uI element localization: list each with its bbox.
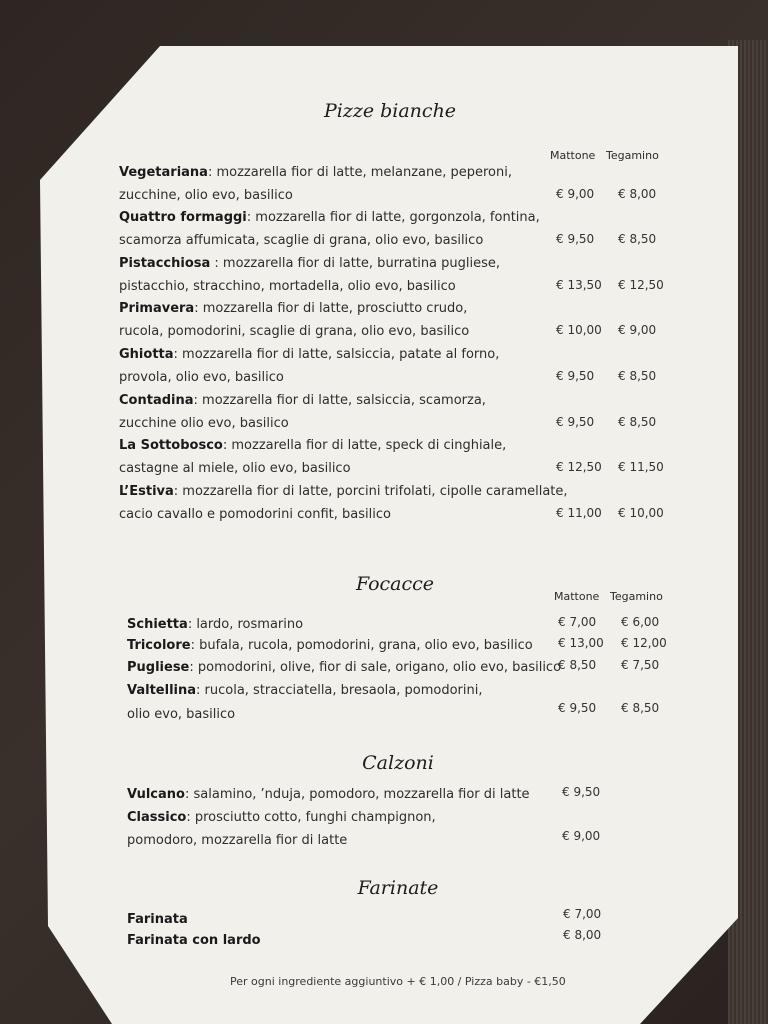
price-tegamino: € 8,50	[618, 232, 657, 246]
price-tegamino: € 7,50	[621, 658, 660, 672]
menu-item-desc: : prosciutto cotto, funghi champignon,	[186, 810, 436, 825]
menu-item-desc: : mozzarella fior di latte, prosciutto crudo,	[194, 301, 468, 316]
column-header-mattone: Mattone	[550, 149, 596, 162]
menu-item-name: Contadina	[119, 393, 194, 408]
menu-item-desc-line: pomodoro, mozzarella fior di latte	[127, 833, 348, 848]
menu-item-name: Valtellina	[127, 683, 197, 698]
column-header-mattone: Mattone	[554, 590, 600, 603]
price-tegamino: € 6,00	[621, 615, 660, 629]
price-mattone: € 9,50	[556, 369, 595, 383]
price-mattone: € 9,50	[556, 232, 595, 246]
section-title-pizze-bianche: Pizze bianche	[323, 100, 457, 122]
menu-item-line	[119, 434, 506, 457]
menu-item-desc: : pomodorini, olive, fior di sale, origano, olio evo, basilico	[189, 660, 562, 675]
price-mattone: € 13,00	[558, 636, 604, 650]
menu-item-line	[119, 343, 499, 366]
price-single: € 8,00	[563, 928, 602, 942]
menu-item-desc-line: castagne al miele, olio evo, basilico	[119, 461, 351, 476]
menu-item-desc: : lardo, rosmarino	[187, 617, 304, 632]
menu-item-desc: : mozzarella fior di latte, salsiccia, scamorza,	[193, 393, 486, 408]
price-tegamino: € 8,00	[618, 187, 657, 201]
price-tegamino: € 12,50	[618, 278, 664, 292]
menu-item-desc: : mozzarella fior di latte, gorgonzola, fontina,	[246, 210, 540, 225]
menu-item-name: Vegetariana	[119, 165, 208, 180]
price-mattone: € 9,00	[556, 187, 595, 201]
menu-item-line	[127, 656, 561, 679]
menu-item-desc-line: pistacchio, stracchino, mortadella, olio evo, basilico	[119, 279, 456, 294]
price-mattone: € 11,00	[556, 506, 602, 520]
price-tegamino: € 12,00	[621, 636, 667, 650]
menu-item-desc: : rucola, stracciatella, bresaola, pomodorini,	[196, 683, 483, 698]
menu-item-line	[127, 634, 533, 657]
menu-item-desc: : mozzarella fior di latte, burratina pugliese,	[210, 256, 501, 271]
price-mattone: € 9,50	[556, 415, 595, 429]
menu-item-desc-line: scamorza affumicata, scaglie di grana, olio evo, basilico	[119, 233, 484, 248]
menu-item-name: L’Estiva	[119, 484, 174, 499]
price-mattone: € 7,00	[558, 615, 597, 629]
menu-item-line	[119, 480, 568, 503]
price-mattone: € 13,50	[556, 278, 602, 292]
menu-item-line	[119, 161, 512, 184]
menu-item-line	[127, 783, 530, 806]
menu-item-desc-line: provola, olio evo, basilico	[119, 370, 284, 385]
menu-item-desc: : bufala, rucola, pomodorini, grana, olio evo, basilico	[190, 638, 533, 653]
price-single: € 9,00	[562, 829, 601, 843]
menu-item-name: Pistacchiosa	[119, 256, 211, 271]
menu-item-desc-line: cacio cavallo e pomodorini confit, basilico	[119, 507, 391, 522]
menu-item-name: La Sottobosco	[119, 438, 223, 453]
section-title-farinate: Farinate	[357, 877, 439, 899]
menu-item-name: Primavera	[119, 301, 195, 316]
menu-item-desc: : mozzarella fior di latte, speck di cinghiale,	[222, 438, 507, 453]
price-tegamino: € 8,50	[621, 701, 660, 715]
menu-item-line	[119, 297, 467, 320]
menu-item-line	[127, 929, 261, 952]
price-tegamino: € 9,00	[618, 323, 657, 337]
menu-item-name: Farinata	[127, 912, 188, 927]
price-mattone: € 9,50	[558, 701, 597, 715]
menu-item-name: Farinata con lardo	[127, 933, 261, 948]
menu-item-desc-line: olio evo, basilico	[127, 707, 236, 722]
price-tegamino: € 10,00	[618, 506, 664, 520]
price-single: € 9,50	[562, 785, 601, 799]
menu-item-desc-line: rucola, pomodorini, scaglie di grana, olio evo, basilico	[119, 324, 470, 339]
menu-item-line	[127, 679, 482, 702]
section-title-calzoni: Calzoni	[362, 752, 434, 774]
menu-item-name: Vulcano	[127, 787, 185, 802]
menu-item-name: Tricolore	[127, 638, 191, 653]
menu-item-name: Ghiotta	[119, 347, 174, 362]
menu-item-name: Classico	[127, 810, 187, 825]
menu-item-name: Schietta	[127, 617, 188, 632]
menu-item-line	[119, 206, 540, 229]
footer-note: Per ogni ingrediente aggiuntivo + € 1,00 / Pizza baby - €1,50	[230, 975, 566, 988]
price-tegamino: € 11,50	[618, 460, 664, 474]
section-title-focacce: Focacce	[355, 573, 435, 595]
menu-item-line	[119, 389, 486, 412]
menu-item-desc-line: zucchine, olio evo, basilico	[119, 188, 293, 203]
price-mattone: € 12,50	[556, 460, 602, 474]
price-tegamino: € 8,50	[618, 415, 657, 429]
menu-item-line	[127, 613, 303, 636]
menu-item-desc: : mozzarella fior di latte, salsiccia, patate al forno,	[173, 347, 500, 362]
menu-item-line	[127, 806, 436, 829]
column-header-tegamino: Tegamino	[610, 590, 663, 603]
menu-item-name: Quattro formaggi	[119, 210, 247, 225]
menu-item-desc: : salamino, ’nduja, pomodoro, mozzarella fior di latte	[184, 787, 530, 802]
menu-item-desc: : mozzarella fior di latte, melanzane, peperoni,	[207, 165, 512, 180]
column-header-tegamino: Tegamino	[606, 149, 659, 162]
price-single: € 7,00	[563, 907, 602, 921]
price-mattone: € 10,00	[556, 323, 602, 337]
menu-item-desc: : mozzarella fior di latte, porcini trifolati, cipolle caramellate,	[173, 484, 568, 499]
menu-item-desc-line: zucchine olio evo, basilico	[119, 416, 289, 431]
menu-item-name: Pugliese	[127, 660, 190, 675]
menu-item-line	[127, 908, 188, 931]
menu-item-line	[119, 252, 500, 275]
price-tegamino: € 8,50	[618, 369, 657, 383]
price-mattone: € 8,50	[558, 658, 597, 672]
